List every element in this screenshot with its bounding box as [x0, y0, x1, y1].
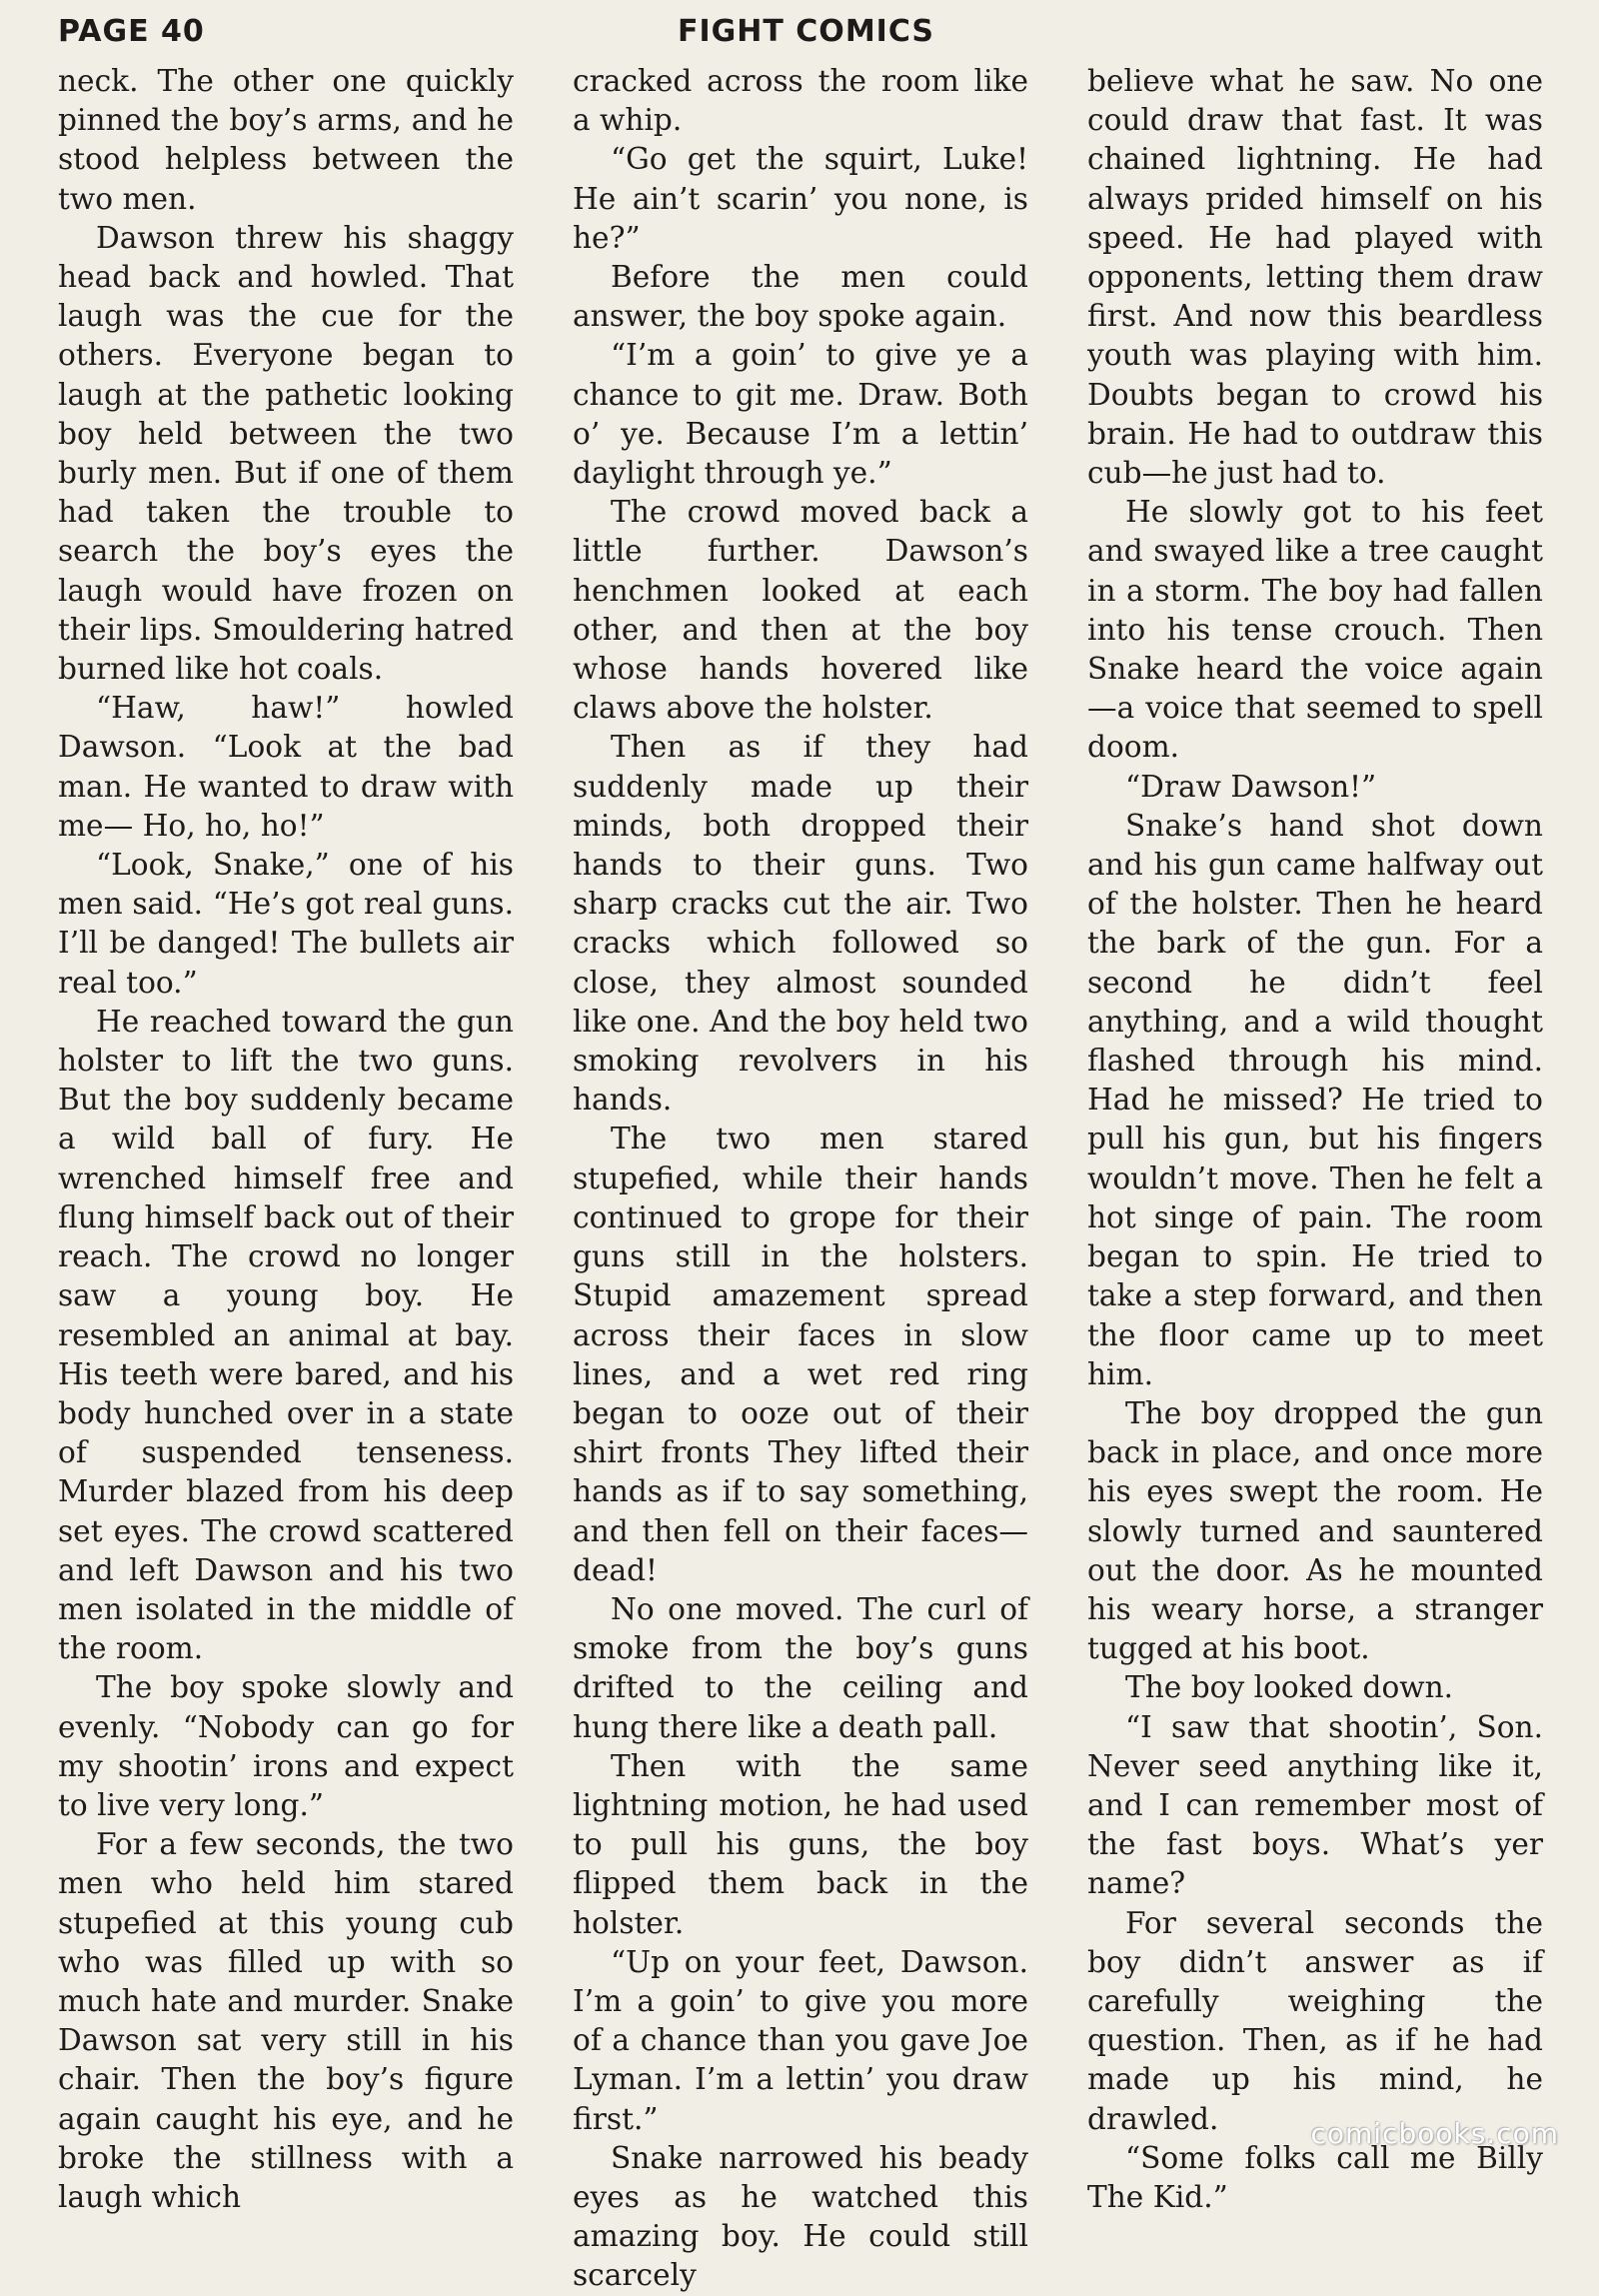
paragraph: He slowly got to his feet and swayed like a tree caught in a storm. The boy had fallen into his tense crouch. Then Snake heard the voice again —a voice that seemed to spell doom.	[1087, 495, 1543, 765]
paragraph: The boy looked down.	[1125, 1670, 1454, 1705]
paragraph: “Look, Snake,” one of his men said. “He’s got real guns. I’ll be danged! The bullets air real too.”	[58, 848, 514, 1000]
paragraph: “I saw that shootin’, Son. Never seed anything like it, and I can remember most of the fast boys. What’s yer name?	[1087, 1709, 1543, 1901]
paragraph: believe what he saw. No one could draw that fast. It was chained lightning. He had always prided himself on his speed. He had played with opponents, letting them draw first. And now this beardless youth was playing with him. Doubts began to crowd his brain. He had to outdraw this cub—he just had to.	[1087, 64, 1543, 491]
paragraph: For a few seconds, the two men who held him stared stupefied at this young cub who was filled up with so much hate and murder. Snake Dawson sat very still in his chair. Then the boy’s figure again caught his eye, and he broke the stillness with a laugh which	[58, 1827, 514, 2214]
paragraph: Then with the same lightning motion, he had used to pull his guns, the boy flipped them back in the holster.	[573, 1748, 1028, 1940]
text-column-2	[573, 62, 1028, 2293]
paragraph: The two men stared stupefied, while their hands continued to grope for their guns still in the holsters. Stupid amazement spread across their faces in slow lines, and a wet red ring began to ooze out of their shirt fronts They lifted their hands as if to say something, and then fell on their faces—dead!	[573, 1122, 1028, 1587]
text-column-1	[58, 62, 514, 2214]
paragraph: Snake’s hand shot down and his gun came halfway out of the holster. Then he heard the bark of the gun. For a second he didn’t feel anything, and a wild thought flashed through his mind. Had he missed? He tried to pull his gun, but his fingers wouldn’t move. Then he felt a hot singe of pain. The room began to spin. He tried to take a step forward, and then the floor came up to meet him.	[1087, 808, 1543, 1391]
paragraph: The boy dropped the gun back in place, and once more his eyes swept the room. He slowly turned and sauntered out the door. As he mounted his weary horse, a stranger tugged at his boot.	[1087, 1395, 1543, 1666]
paragraph: “Go get the squirt, Luke! He ain’t scarin’ you none, is he?”	[573, 142, 1028, 255]
watermark: comicbooks.com	[1310, 2117, 1559, 2150]
paragraph: For several seconds the boy didn’t answer as if carefully weighing the question. Then, as if he had made up his mind, he drawled.	[1087, 1905, 1543, 2136]
page-number: PAGE 40	[58, 14, 205, 49]
paragraph: Dawson threw his shaggy head back and howled. That laugh was the cue for the others. Everyone began to laugh at the pathetic looking boy held between the two burly men. But if one of them had taken the trouble to search the boy’s eyes the laugh would have frozen on their lips. Smouldering hatred burned like hot coals.	[58, 220, 514, 687]
paragraph: Before the men could answer, the boy spoke again.	[573, 260, 1028, 334]
text-column-3	[1087, 62, 1543, 2214]
paragraph: He reached toward the gun holster to lift the two guns. But the boy suddenly became a wild ball of fury. He wrenched himself free and flung himself back out of their reach. The crowd no longer saw a young boy. He resembled an animal at bay. His teeth were bared, and his body hunched over in a state of suspended tenseness. Murder blazed from his deep set eyes. The crowd scattered and left Dawson and his two men isolated in the middle of the room.	[58, 1004, 514, 1666]
paragraph: “Up on your feet, Dawson. I’m a goin’ to give you more of a chance than you gave Joe Lyman. I’m a lettin’ you draw first.”	[573, 1944, 1028, 2136]
paragraph: “Some folks call me Billy The Kid.”	[1087, 2140, 1543, 2214]
text-columns	[58, 62, 1543, 2293]
running-title: FIGHT COMICS	[678, 14, 935, 49]
page-header	[58, 14, 1541, 54]
paragraph: “Haw, haw!” howled Dawson. “Look at the bad man. He wanted to draw with me— Ho, ho, ho!”	[58, 691, 514, 843]
paragraph: “Draw Dawson!”	[1125, 769, 1377, 804]
paragraph: The boy spoke slowly and evenly. “Nobody can go for my shootin’ irons and expect to live very long.”	[58, 1670, 514, 1822]
paragraph: Then as if they had suddenly made up their minds, both dropped their hands to their guns. Two sharp cracks cut the air. Two cracks which followed so close, they almost sounded like one. And the boy held two smoking revolvers in his hands.	[573, 730, 1028, 1118]
paragraph: “I’m a goin’ to give ye a chance to git me. Draw. Both o’ ye. Because I’m a lettin’ daylight through ye.”	[573, 338, 1028, 491]
paragraph: The crowd moved back a little further. Dawson’s henchmen looked at each other, and then at the boy whose hands hovered like claws above the holster.	[573, 495, 1028, 726]
paragraph: No one moved. The curl of smoke from the boy’s guns drifted to the ceiling and hung there like a death pall.	[573, 1591, 1028, 1744]
paragraph: cracked across the room like a whip.	[573, 64, 1028, 138]
paragraph: Snake narrowed his beady eyes as he watched this amazing boy. He could still scarcely	[573, 2140, 1028, 2293]
paragraph: neck. The other one quickly pinned the boy’s arms, and he stood helpless between the two men.	[58, 64, 514, 216]
